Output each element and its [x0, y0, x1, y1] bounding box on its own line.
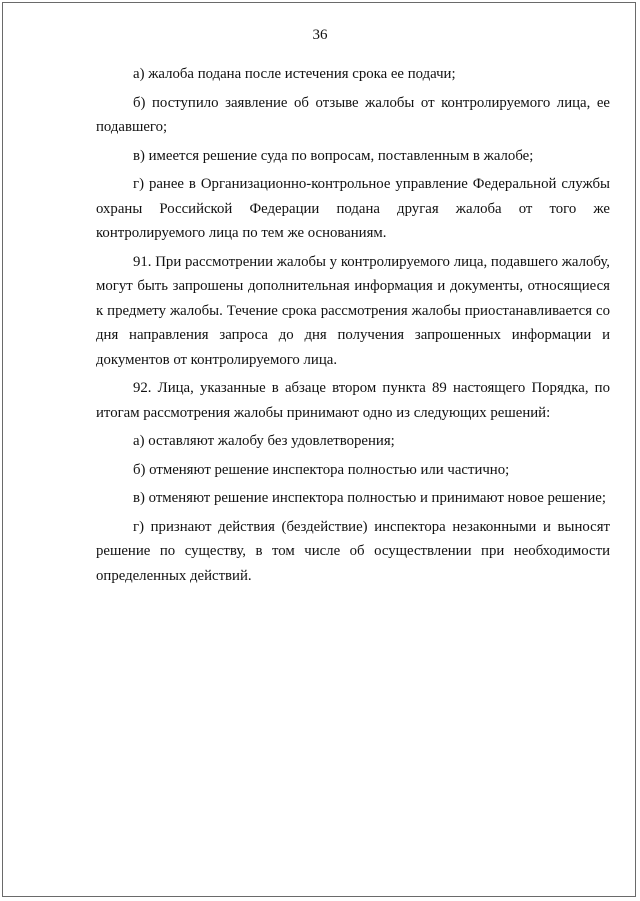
paragraph-92-g: г) признают действия (бездействие) инспектора незаконными и выносят решение по существу, в том числе об осуществлении при необходимости определенных действий.: [96, 518, 610, 584]
paragraph-b-withdrawal: б) поступило заявление об отзыве жалобы от контролируемого лица, ее подавшего;: [96, 94, 610, 135]
paragraph-92-b: б) отменяют решение инспектора полностью или частично;: [133, 461, 510, 478]
paragraph-a-filed-late: а) жалоба подана после истечения срока ее подачи;: [133, 66, 456, 82]
paragraph-92-a: а) оставляют жалобу без удовлетворения;: [133, 433, 395, 449]
paragraph-92: 92. Лица, указанные в абзаце втором пункта 89 настоящего Порядка, по итогам рассмотрения жалобы принимают одно из следующих решений:: [96, 380, 610, 421]
paragraph-91: 91. При рассмотрении жалобы у контролируемого лица, подавшего жалобу, могут быть запрошены дополнительная информация и документы, относящиеся к предмету жалобы. Течение срока рассмотрения жалобы приостанавливается со дня направления запроса до дня получения запрошенных информации и документов от контролируемого лица.: [96, 253, 610, 368]
paragraph-92-v: в) отменяют решение инспектора полностью и принимают новое решение;: [133, 490, 606, 506]
paragraph-g-duplicate-complaint: г) ранее в Организационно-контрольное управление Федеральной службы охраны Российской Федерации подана другая жалоба от того же контролируемого лица по тем же основаниям.: [96, 176, 610, 241]
page-number: 36: [312, 27, 328, 43]
paragraph-v-court-decision: в) имеется решение суда по вопросам, поставленным в жалобе;: [133, 147, 534, 164]
document-body: [96, 62, 610, 588]
